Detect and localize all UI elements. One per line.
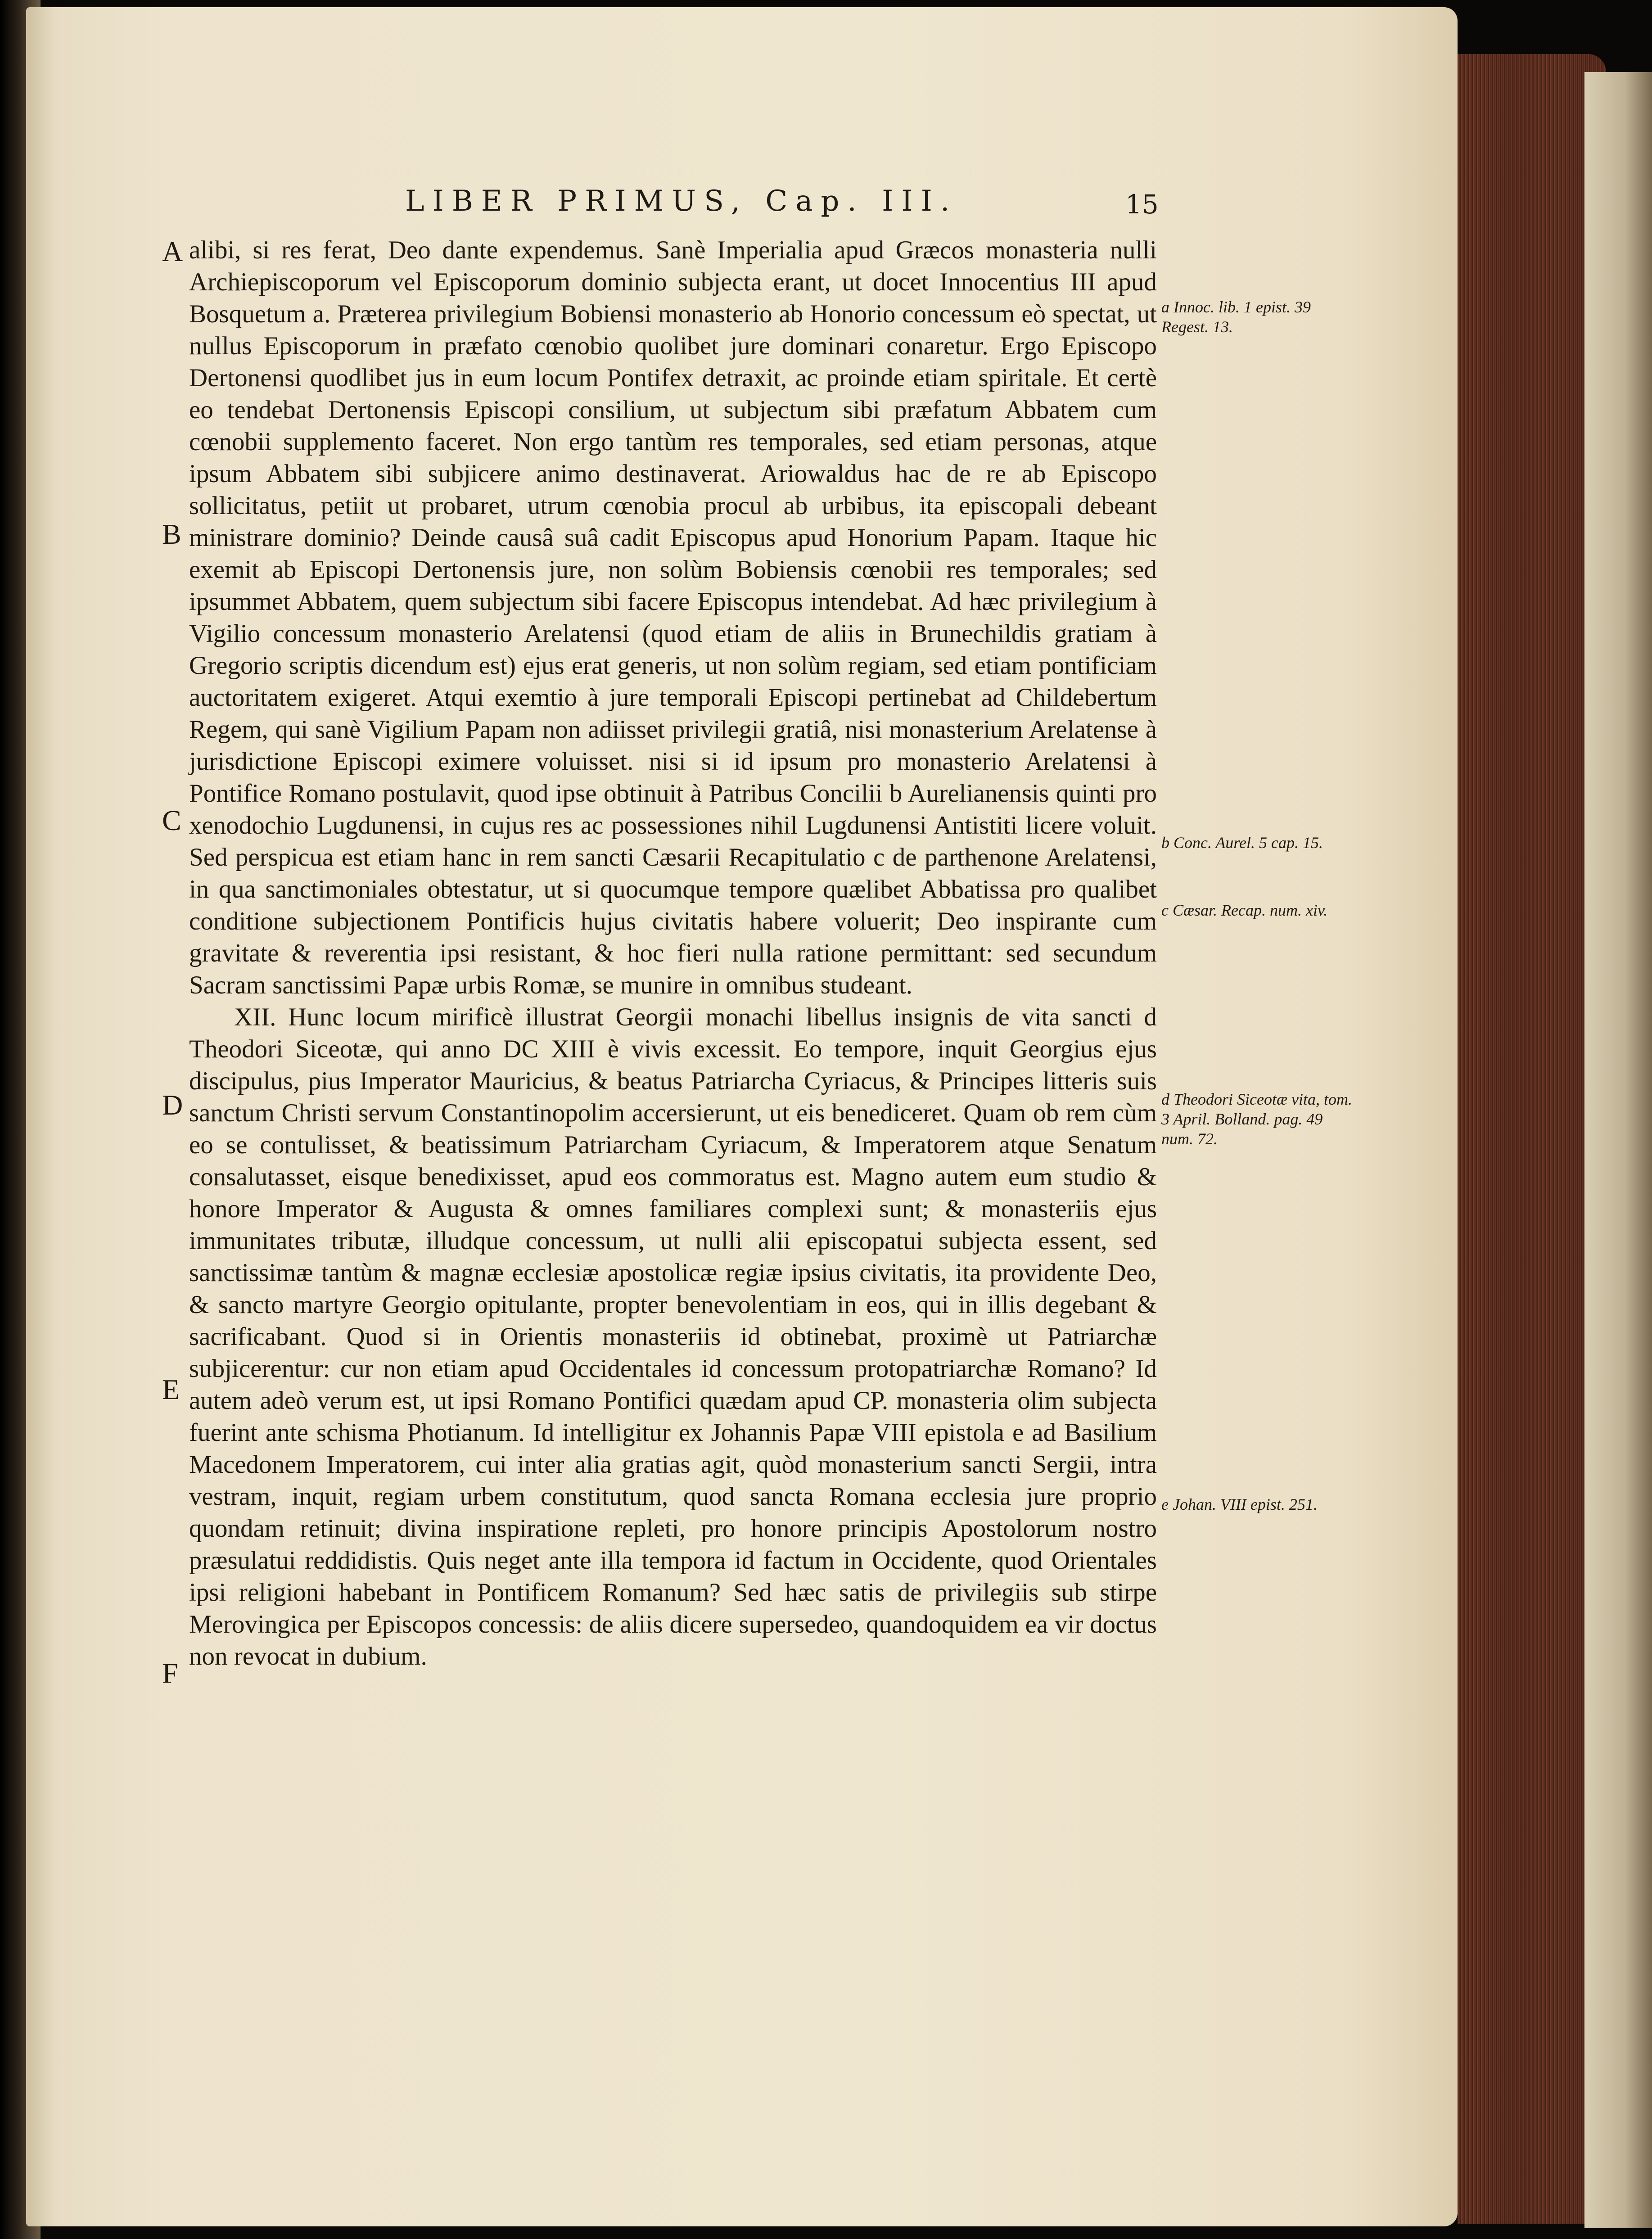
page-edges bbox=[1458, 54, 1606, 2224]
running-head: LIBER PRIMUS, Cap. III. bbox=[405, 185, 958, 218]
marginal-note-e: e Johan. VIII epist. 251. bbox=[1161, 1495, 1318, 1513]
section-letter-b: B bbox=[162, 518, 181, 550]
facing-board bbox=[1584, 72, 1652, 2228]
section-letter-e: E bbox=[162, 1373, 180, 1405]
paragraph: alibi, si res ferat, Deo dante expendemus. Sanè Imperialia apud Græcos monasteria nulli Archiepiscoporum vel Episcoporum dominio subjecta erant, ut docet Innocentius III apud Bosquetum a. Præterea privilegium Bobiensi monasterio ab Honorio concessum eò spectat, ut nullus Episcoporum in præfato cœnobio quolibet jure dominari conaretur. Ergo Episcopo Dertonensi quodlibet jus in eum locum Pontifex detraxit, ac proinde etiam spiritale. Et certè eo tendebat Dertonensis Episcopi consilium, ut subjectum sibi præfatum Abbatem cum cœnobii supplemento faceret. Non ergo tantùm res temporales, sed etiam personas, atque ipsum Abbatem sibi subjicere animo destinaverat. Ariowaldus hac de re ab Episcopo sollicitatus, petiit ut probaret, utrum cœnobia procul ab urbibus, ita episcopali debeant ministrare dominio? Deinde causâ suâ cadit Episcopus apud Honorium Papam. Itaque hic exemit ab Episcopi Dertonensis jure, non solùm Bobiensis cœnobii res temporales; sed ipsummet Abbatem, quem subjectum sibi facere Episcopus intendebat. Ad hæc privilegium à Vigilio concessum monasterio Arelatensi (quod etiam de aliis in Brunechildis gratiam à Gregorio scriptis dicendum est) ejus erat generis, ut non solùm regiam, sed etiam pontificiam auctoritatem exigeret. Atqui exemtio à jure temporali Episcopi pertinebat ad Childebertum Regem, qui sanè Vigilium Papam non adiisset privilegii gratiâ, nisi monasterium Arelatense à jurisdictione Episcopi eximere voluisset. nisi si id ipsum pro monasterio Arelatensi à Pontifice Romano postulavit, quod ipse obtinuit à Patribus Concilii b Aurelianensis quinti pro xenodochio Lugdunensi, in cujus res ac possessiones nihil Lugdunensi Antistiti licere voluit. Sed perspicua est etiam hanc in rem sancti Cæsarii Recapitulatio c de parthenone Arelatensi, in qua sanctimoniales obtestatur, ut si quocumque tempore quælibet Abbatissa pro qualibet conditione subjectionem Pontificis hujus civitatis habere voluerit; Deo inspirante cum gravitate & reverentia ipsi resistant, & hoc fieri nulla ratione permittant: sed secundum Sacram sanctissimi Papæ urbis Romæ, se munire in omnibus studeant. bbox=[189, 236, 1157, 999]
main-text bbox=[189, 234, 1157, 1672]
section-letter-a: A bbox=[162, 235, 183, 267]
marginal-note-b: b Conc. Aurel. 5 cap. 15. bbox=[1161, 834, 1323, 852]
marginal-note-d: d Theodori Siceotæ vita, tom. 3 April. Bolland. pag. 49 num. 72. bbox=[1161, 1090, 1352, 1148]
page-number: 15 bbox=[1125, 189, 1159, 220]
marginal-note-a: a Innoc. lib. 1 epist. 39 Regest. 13. bbox=[1161, 298, 1311, 336]
marginal-note-c: c Cæsar. Recap. num. xiv. bbox=[1161, 901, 1328, 919]
section-letter-f: F bbox=[162, 1657, 178, 1689]
paragraph: XII. Hunc locum mirificè illustrat Georgii monachi libellus insignis de vita sancti d Theodori Siceotæ, qui anno DC XIII è vivis excessit. Eo tempore, inquit Georgius ejus discipulus, pius Imperator Mauricius, & beatus Patriarcha Cyriacus, & Principes litteris suis sanctum Christi servum Constantinopolim accersierunt, ut eis benediceret. Quam ob rem cùm eo se contulisset, & beatissimum Patriarcham Cyriacum, & Imperatorem atque Senatum consalutasset, eisque benedixisset, apud eos commoratus est. Magno autem eum studio & honore Imperator & Augusta & omnes familiares complexi sunt; & monasteriis ejus immunitates tributæ, illudque concessum, ut nulli alii episcopatui subjecta essent, sed sanctissimæ tantùm & magnæ ecclesiæ apostolicæ regiæ ipsius civitatis, ita providente Deo, & sancto martyre Georgio opitulante, propter benevolentiam in eos, qui in illis degebant & sacrificabant. Quod si in Orientis monasteriis id obtinebat, proximè ut Patriarchæ subjicerentur: cur non etiam apud Occidentales id concessum protopatriarchæ Romano? Id autem adeò verum est, ut ipsi Romano Pontifici quædam apud CP. monasteria olim subjecta fuerint ante schisma Photianum. Id intelligitur ex Johannis Papæ VIII epistola e ad Basilium Macedonem Imperatorem, cui inter alia gratias agit, quòd monasterium sancti Sergii, intra vestram, inquit, regiam urbem constitutum, quod sancta Romana ecclesia jure proprio quondam retinuit; divina inspiratione repleti, pro honore principis Apostolorum nostro præsulatui reddidistis. Quis neget ante illa tempora id factum in Occidente, quod Orientales ipsi religioni habebant in Pontificem Romanum? Sed hæc satis de privilegiis sub stirpe Merovingica per Episcopos concessis: de aliis dicere supersedeo, quandoquidem ea vir doctus non revocat in dubium. bbox=[189, 1003, 1157, 1670]
section-letter-c: C bbox=[162, 804, 181, 836]
section-letter-d: D bbox=[162, 1089, 183, 1121]
